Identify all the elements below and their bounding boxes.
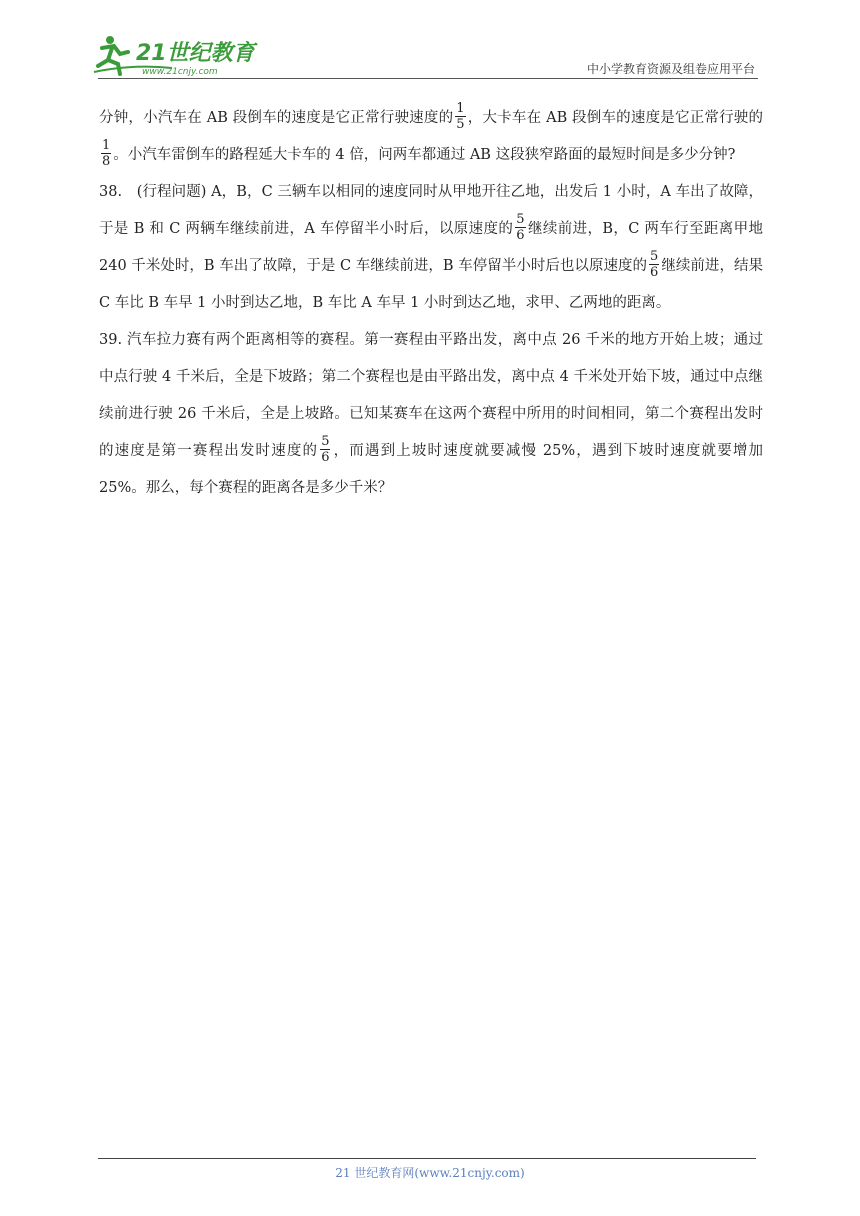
q38-text-b: 继续前进，B，C 两车行至距离甲地 240 千米处时，B 车出了故障，于是 C 车继续前进，B 车停留半小时后也以原速度的 — [99, 221, 763, 274]
q39-text-b: ，而遇到上坡时速度就要减慢 25%，遇到下坡时速度就要增加 25%。那么，每个赛程的距离各是多少千米？ — [99, 443, 764, 496]
fraction-numerator: 5 — [321, 433, 330, 449]
fraction-denominator: 6 — [650, 264, 659, 280]
q37-text-b: ，大卡车在 AB 段倒车的速度是它正常行驶的 — [467, 110, 764, 126]
question-37-continuation — [99, 100, 763, 174]
fraction-denominator: 6 — [516, 227, 525, 243]
fraction — [101, 139, 111, 168]
fraction — [649, 250, 659, 279]
fraction — [455, 102, 465, 131]
question-38 — [99, 174, 763, 322]
footer-divider — [98, 1158, 756, 1159]
fraction-numerator: 5 — [516, 211, 525, 227]
fraction-numerator: 1 — [102, 137, 111, 153]
q37-text-c: 。小汽车雷倒车的路程延大卡车的 4 倍，问两车都通过 AB 这段狭窄路面的最短时间是多少分钟? — [113, 147, 736, 163]
fraction-denominator: 5 — [456, 116, 465, 132]
logo-url: www.21cnjy.com — [142, 67, 218, 77]
runner-logo-icon — [92, 34, 262, 78]
fraction — [320, 435, 330, 464]
fraction — [515, 213, 525, 242]
fraction-denominator: 6 — [321, 449, 330, 465]
logo-text: 21世纪教育 — [136, 41, 255, 66]
fraction-denominator: 8 — [102, 153, 111, 169]
fraction-numerator: 5 — [650, 248, 659, 264]
header-divider — [98, 78, 758, 79]
platform-title: 中小学教育资源及组卷应用平台 — [586, 62, 755, 76]
question-39 — [99, 322, 763, 507]
q38-text-a: 38. (行程问题) A，B，C 三辆车以相同的速度同时从甲地开往乙地，出发后 1 小时，A 车出了故障，于是 B 和 C 两辆车继续前进，A 车停留半小时后，以原速度的 — [99, 184, 763, 237]
footer-text: 21 世纪教育网(www.21cnjy.com) — [335, 1166, 525, 1180]
page-header — [0, 0, 860, 84]
q39-text-a: 39. 汽车拉力赛有两个距离相等的赛程。第一赛程由平路出发，离中点 26 千米的地方开始上坡；通过中点行驶 4 千米后，全是下坡路；第二个赛程也是由平路出发，离中点 4 千米处开始下坡，通过中点继续前进行驶 26 千米后，全是上坡路。已知某赛车在这两个赛程中所用的时间相同，第二个赛程出发时的速度是第一赛程出发时速度的 — [99, 332, 763, 459]
question-content — [99, 100, 763, 507]
logo — [92, 34, 262, 78]
fraction-numerator: 1 — [456, 100, 465, 116]
q38-text-c: 继续前进，结果 C 车比 B 车早 1 小时到达乙地，B 车比 A 车早 1 小时到达乙地，求甲、乙两地的距离。 — [99, 258, 764, 311]
q37-text-a: 分钟，小汽车在 AB 段倒车的速度是它正常行驶速度的 — [99, 110, 454, 126]
